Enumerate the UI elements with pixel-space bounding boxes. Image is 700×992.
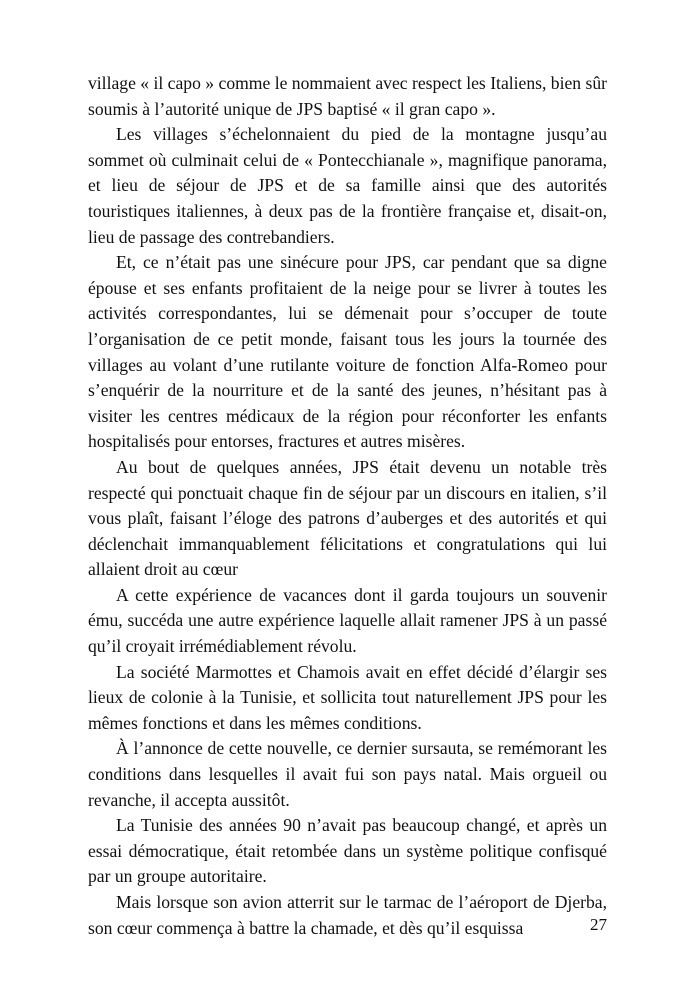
paragraph: À l’annonce de cette nouvelle, ce dernier sursauta, se remémorant les conditions dans lesquelles il avait fui son pays natal. Mais orgueil ou revanche, il accepta aussitôt. [88,738,607,810]
paragraph: La société Marmottes et Chamois avait en effet décidé d’élargir ses lieux de colonie à la Tunisie, et sollicita tout naturellement JPS pour les mêmes fonctions et dans les mêmes conditions. [88,661,607,733]
page-number: 27 [590,915,607,934]
paragraph: Et, ce n’était pas une sinécure pour JPS, car pendant que sa digne épouse et ses enfants profitaient de la neige pour se livrer à toutes les activités correspondantes, lui se démenait pour s’occuper de toute l’organisation de ce petit monde, faisant tous les jours la tournée des villages au volant d’une rutilante voiture de fonction Alfa-Romeo pour s’enquérir de la nourriture et de la santé des jeunes, n’hésitant pas à visiter les centres médicaux de la région pour réconforter les enfants hospitalisés pour entorses, fractures et autres misères. [88,252,607,452]
paragraph: village « il capo » comme le nommaient avec respect les Italiens, bien sûr soumis à l’autorité unique de JPS baptisé « il gran capo ». [88,73,607,119]
body-text [88,71,607,941]
paragraph: Les villages s’échelonnaient du pied de la montagne jusqu’au sommet où culminait celui de « Pontecchianale », magnifique panorama, et lieu de séjour de JPS et de sa famille ainsi que des autorités touristiques italiennes, à deux pas de la frontière française et, disait-on, lieu de passage des contrebandiers. [88,124,607,247]
paragraph: Au bout de quelques années, JPS était devenu un notable très respecté qui ponctuait chaque fin de séjour par un discours en italien, s’il vous plaît, faisant l’éloge des patrons d’auberges et des autorités et qui déclenchait immanquablement félicitations et congratulations qui lui allaient droit au cœur [88,456,607,580]
paragraph: La Tunisie des années 90 n’avait pas beaucoup changé, et après un essai démocratique, était retombée dans un système politique confisqué par un groupe autoritaire. [88,815,607,887]
paragraph: A cette expérience de vacances dont il garda toujours un souvenir ému, succéda une autre expérience laquelle allait ramener JPS à un passé qu’il croyait irrémédiablement révolu. [88,584,607,657]
paragraph: Mais lorsque son avion atterrit sur le tarmac de l’aéroport de Djerba, son cœur commença à battre la chamade, et dès qu’il esquissa [88,892,607,938]
